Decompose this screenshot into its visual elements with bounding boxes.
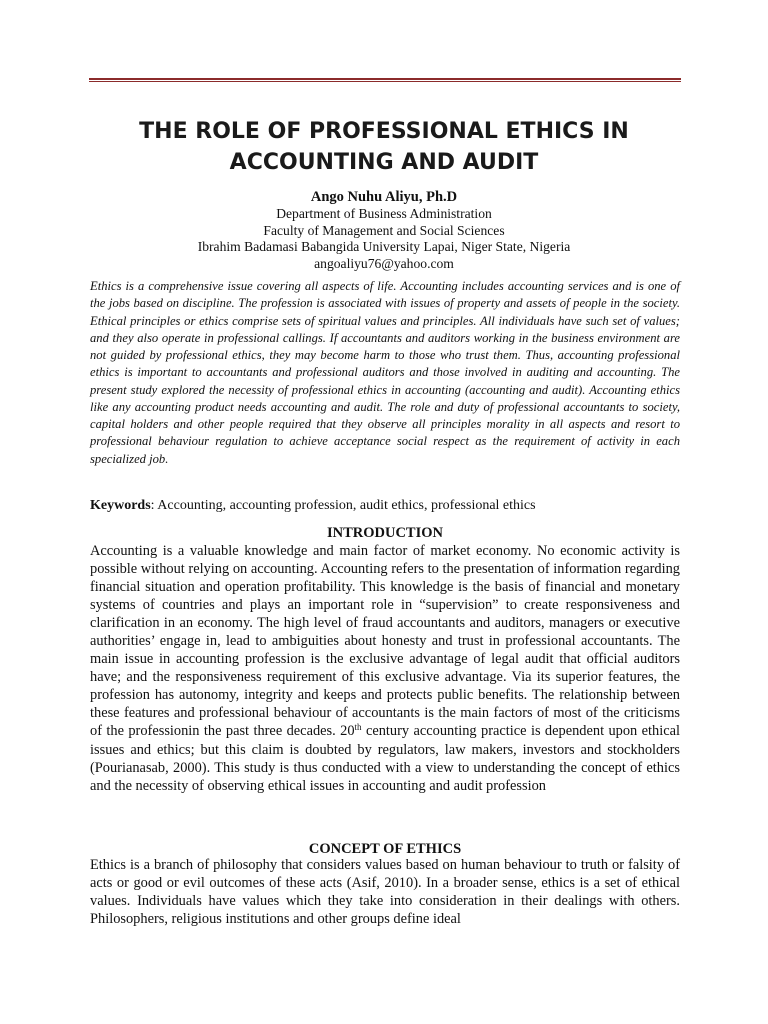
author-department: Department of Business Administration (276, 206, 492, 221)
section-heading-concept-of-ethics: CONCEPT OF ETHICS (308, 841, 462, 857)
author-university: Ibrahim Badamasi Babangida University Lapai, Niger State, Nigeria (197, 239, 571, 254)
author-name: Ango Nuhu Aliyu, Ph.D (310, 189, 458, 205)
introduction-text-part2: century accounting practice is dependent upon ethical issues and ethics; but this claim is doubted by regulators, law makers, investors and stockholders (Pourianasab, 2000). This study is thus conducted with a view to understanding the concept of ethics and the necessity of observing ethical issues in accounting and audit profession (90, 723, 680, 794)
concept-paragraph: Ethics is a branch of philosophy that considers values based on human behaviour to truth or falsity of acts or good or evil outcomes of these acts (Asif, 2010). In a broader sense, ethics is a set of ethical values. Individuals have values which they take into consideration in their dealings with others. Philosophers, religious institutions and other groups define ideal (90, 857, 680, 928)
keywords-label: Keywords (90, 498, 151, 513)
keywords-text: Accounting, accounting profession, audit ethics, professional ethics (157, 498, 536, 513)
abstract: Ethics is a comprehensive issue covering all aspects of life. Accounting includes accounting services and is one of the jobs based on discipline. The profession is associated with issues of property and assets of people in the society. Ethical principles or ethics comprise sets of spiritual values and principles. All individuals have such set of values; and they also operate in professional callings. If accountants and auditors working in the business environment are not guided by professional ethics, they may become harm to those who trust them. Thus, accounting professional ethics is important to accountants and professional auditors and those involved in auditing and accounting. The present study explored the necessity of professional ethics in accounting (accounting and audit). Accounting ethics like any accounting product needs accounting and audit. The role and duty of professional accountants to society, capital holders and other people required that they observe all principles morality in all aspects and resort to professional behaviour regulation to achieve acceptance social respect as the requirement of activity in each specialized job. (90, 279, 680, 466)
section-heading-introduction: INTRODUCTION (326, 525, 443, 541)
author-block (90, 188, 678, 272)
paper-title: THE ROLE OF PROFESSIONAL ETHICS IN ACCOUNTING AND AUDIT (139, 119, 629, 175)
header-rule (89, 78, 681, 82)
introduction-paragraph (90, 542, 680, 795)
author-faculty: Faculty of Management and Social Sciences (263, 222, 505, 238)
introduction-text-part1: Accounting is a valuable knowledge and main factor of market economy. No economic activity is possible without relying on accounting. Accounting refers to the presentation of information regarding financial situation and operation profitability. This knowledge is the basis of financial and monetary systems of countries and plays an important role in “supervision” to create responsiveness and clarification in an economy. The high level of fraud accountants and auditors, managers or executive authorities’ engage in, lead to ambiguities about honesty and trust in professional accountants. The main issue in accounting profession is the exclusive advantage of legal audit that official auditors have; and the responsiveness requirement of this exclusive advantage. Via its superior features, the profession has autonomy, integrity and keeps and protects public benefits. The relationship between these features and professional behaviour of accountants is the main factors of most of the criticisms of the professionin the past three decades. 20 (90, 543, 680, 740)
introduction-superscript: th (354, 722, 362, 733)
keywords (90, 497, 680, 515)
author-email: angoaliyu76@yahoo.com (314, 255, 454, 271)
keywords-separator: : (150, 498, 158, 513)
